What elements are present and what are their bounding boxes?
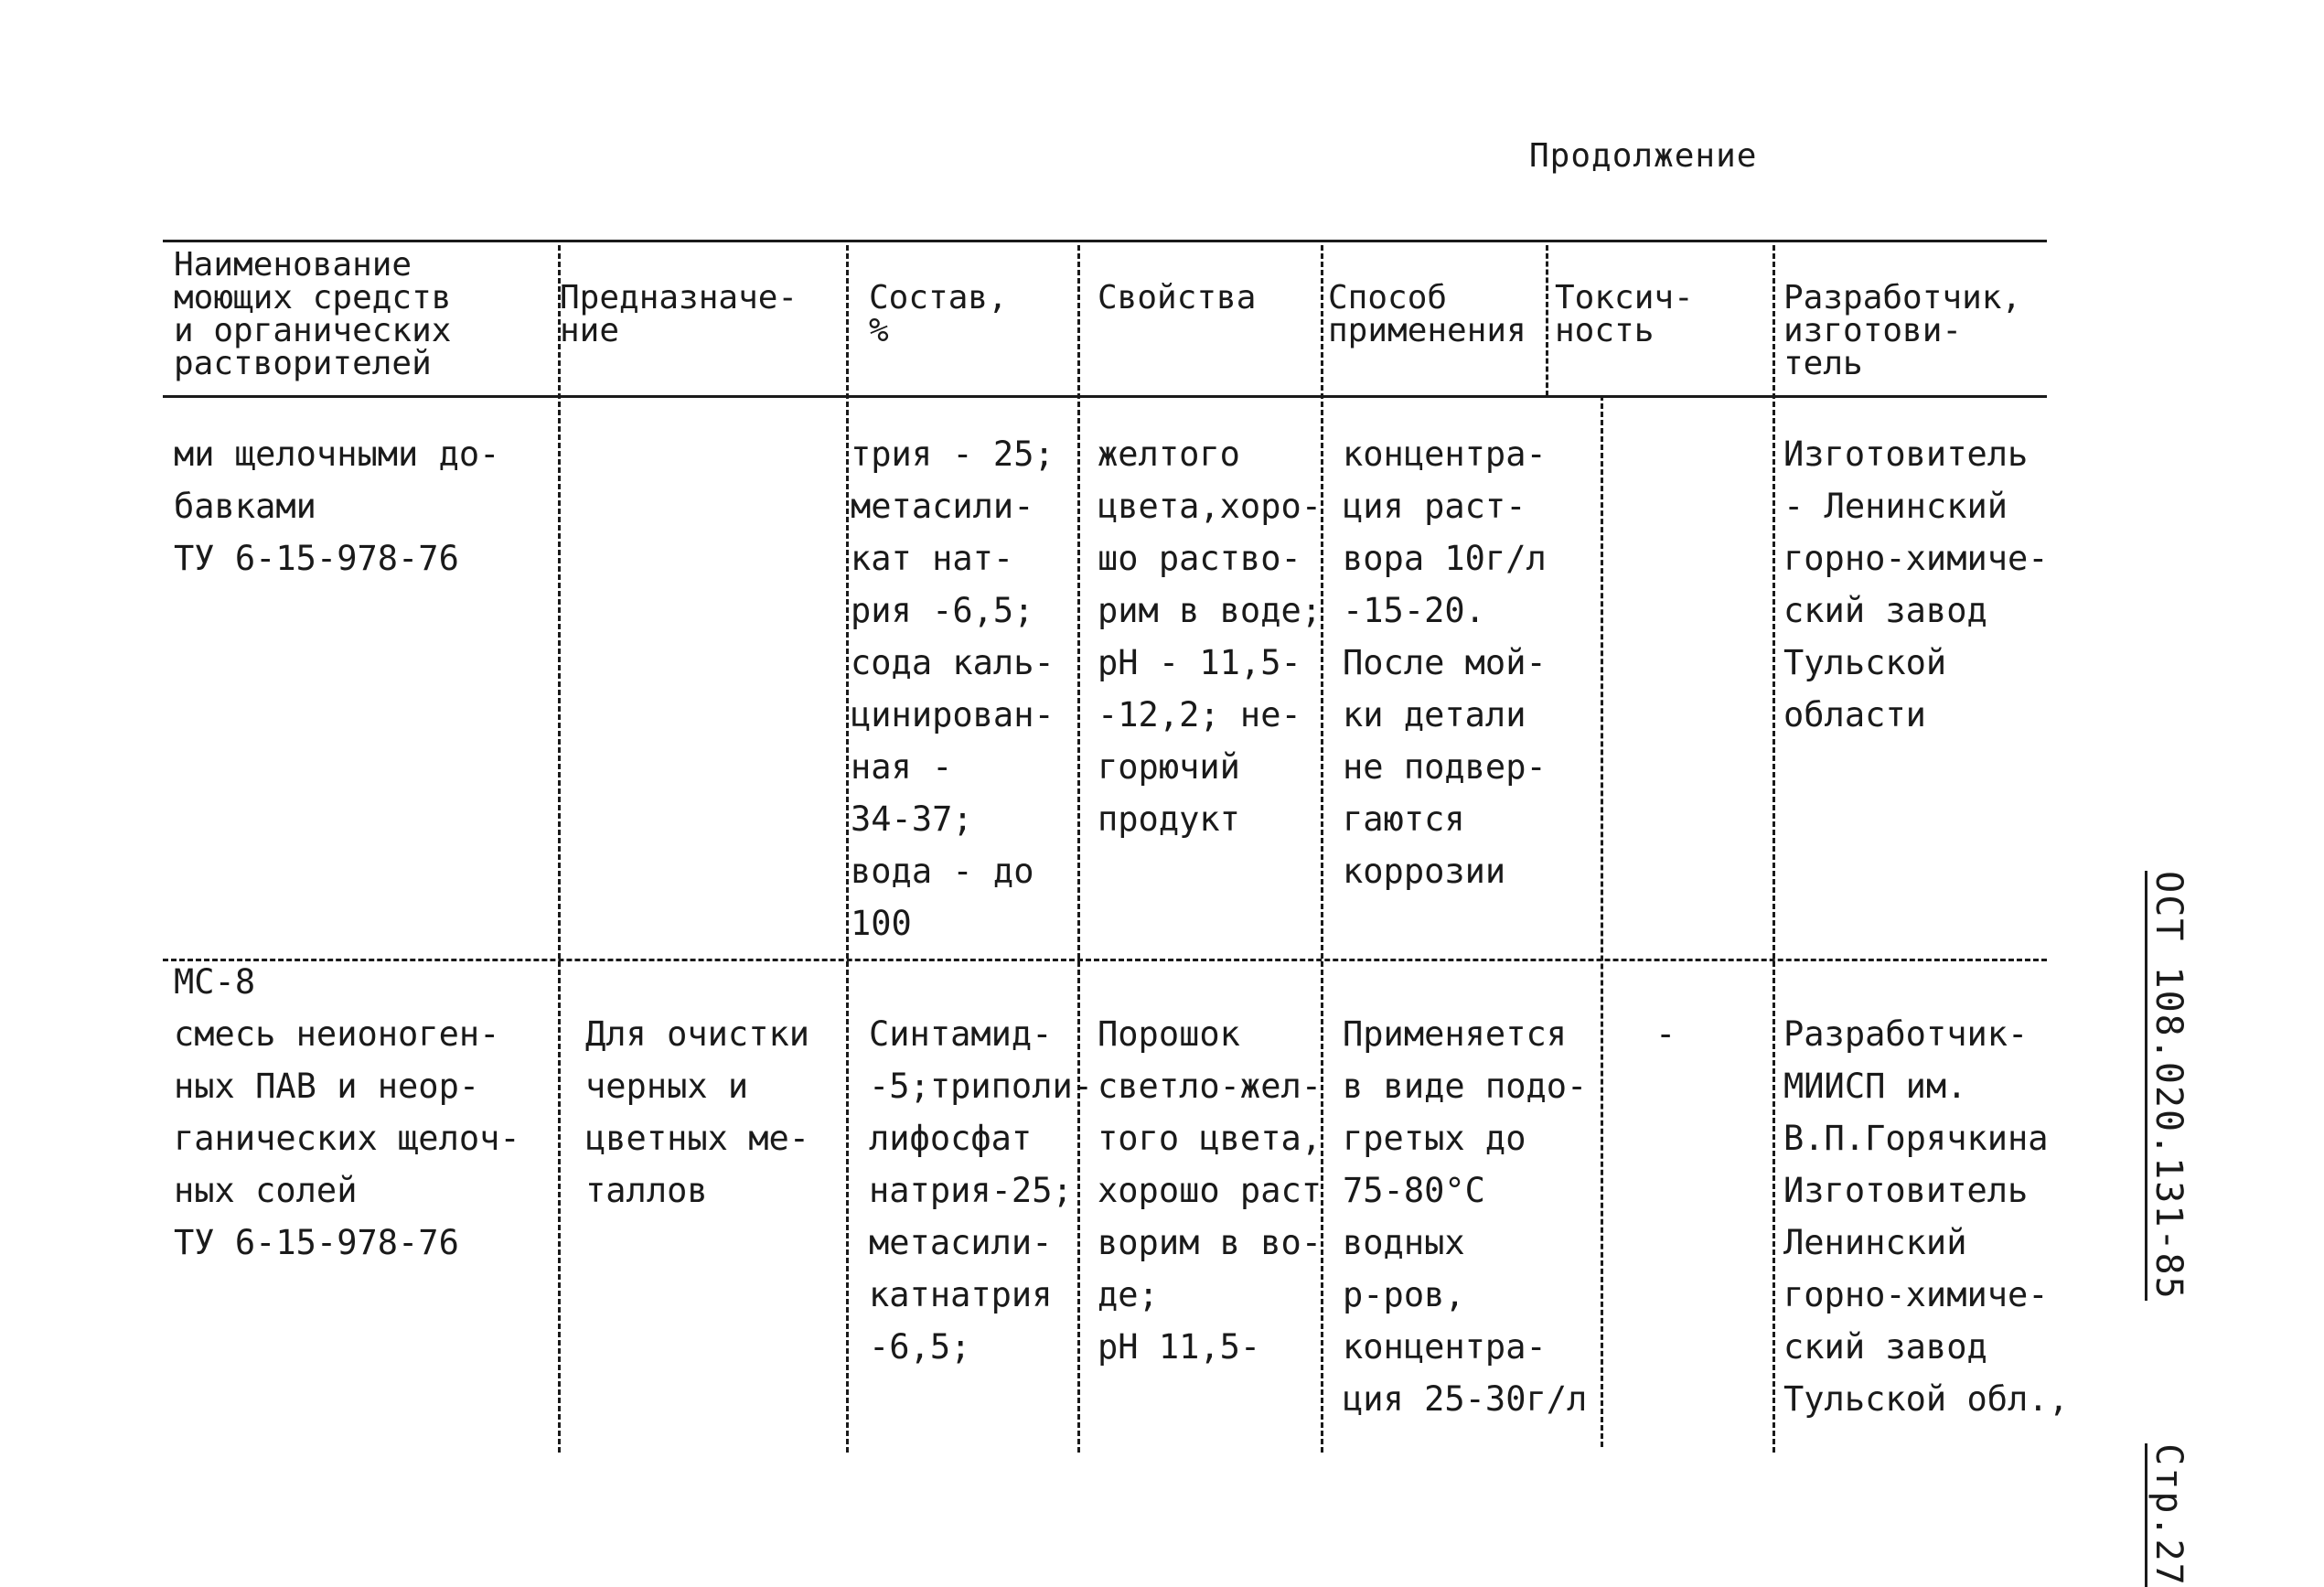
column-divider xyxy=(1546,245,1548,396)
row1-properties: желтого цвета,хоро- шо раство- рим в воде; pH - 11,5- -12,2; не- горючий продукт xyxy=(1098,434,1323,839)
row2-name: МС-8 смесь неионоген- ных ПАВ и неор- ганических щелоч- ных солей ТУ 6-15-978-76 xyxy=(174,962,520,1262)
row2-developer: Разработчик- МИИСП им. В.П.Горячкина Изготовитель Ленинский горно-химиче- ский завод Тульской обл., xyxy=(1783,1014,2069,1419)
column-divider xyxy=(846,245,849,1453)
header-composition: Состав, % xyxy=(869,279,1008,349)
row1-developer: Изготовитель - Ленинский горно-химиче- ский завод Тульской области xyxy=(1783,434,2049,735)
header-name: Наименование моющих средств и органических растворителей xyxy=(174,246,452,382)
row1-name: ми щелочными до- бавками ТУ 6-15-978-76 xyxy=(174,434,500,578)
header-bottom-rule xyxy=(163,395,2047,398)
row2-method: Применяется в виде подо- гретых до 75-80°C водных р-ров, концентра- ция 25-30г/л xyxy=(1343,1014,1588,1419)
header-purpose: Предназначе- ние xyxy=(560,279,798,349)
header-method: Способ применения xyxy=(1328,279,1526,349)
side-page-number: Стр.27 xyxy=(2145,1443,2190,1587)
header-developer: Разработчик, изготови- тель xyxy=(1783,279,2022,382)
row1-composition: трия - 25; метасили- кат нат- рия -6,5; сода каль- цинирован- ная - 34-37; вода - до 100 xyxy=(851,434,1055,943)
side-document-code xyxy=(2145,823,2232,1587)
row2-composition: Синтамид- -5;триполи- лифосфат натрия-25; метасили- катнатрия -6,5; xyxy=(869,1014,1094,1367)
row2-toxicity: - xyxy=(1655,1014,1676,1054)
header-properties: Свойства xyxy=(1098,279,1257,316)
row2-properties: Порошок светло-жел- того цвета, хорошо раст ворим в во- де; pH 11,5- xyxy=(1098,1014,1323,1367)
column-divider xyxy=(1601,395,1603,1447)
row1-method: концентра- ция раст- вора 10г/л -15-20. После мой- ки детали не подвер- гаются коррозии xyxy=(1343,434,1547,891)
side-code-text: ОСТ 108.020.131-85 xyxy=(2145,871,2190,1300)
row2-purpose: Для очистки черных и цветных ме- таллов xyxy=(585,1014,810,1210)
column-divider xyxy=(558,245,561,1453)
table-top-rule xyxy=(163,240,2047,242)
header-toxicity: Токсич- ность xyxy=(1555,279,1694,349)
column-divider xyxy=(1772,245,1775,1453)
continuation-heading: Продолжение xyxy=(1529,137,1758,175)
